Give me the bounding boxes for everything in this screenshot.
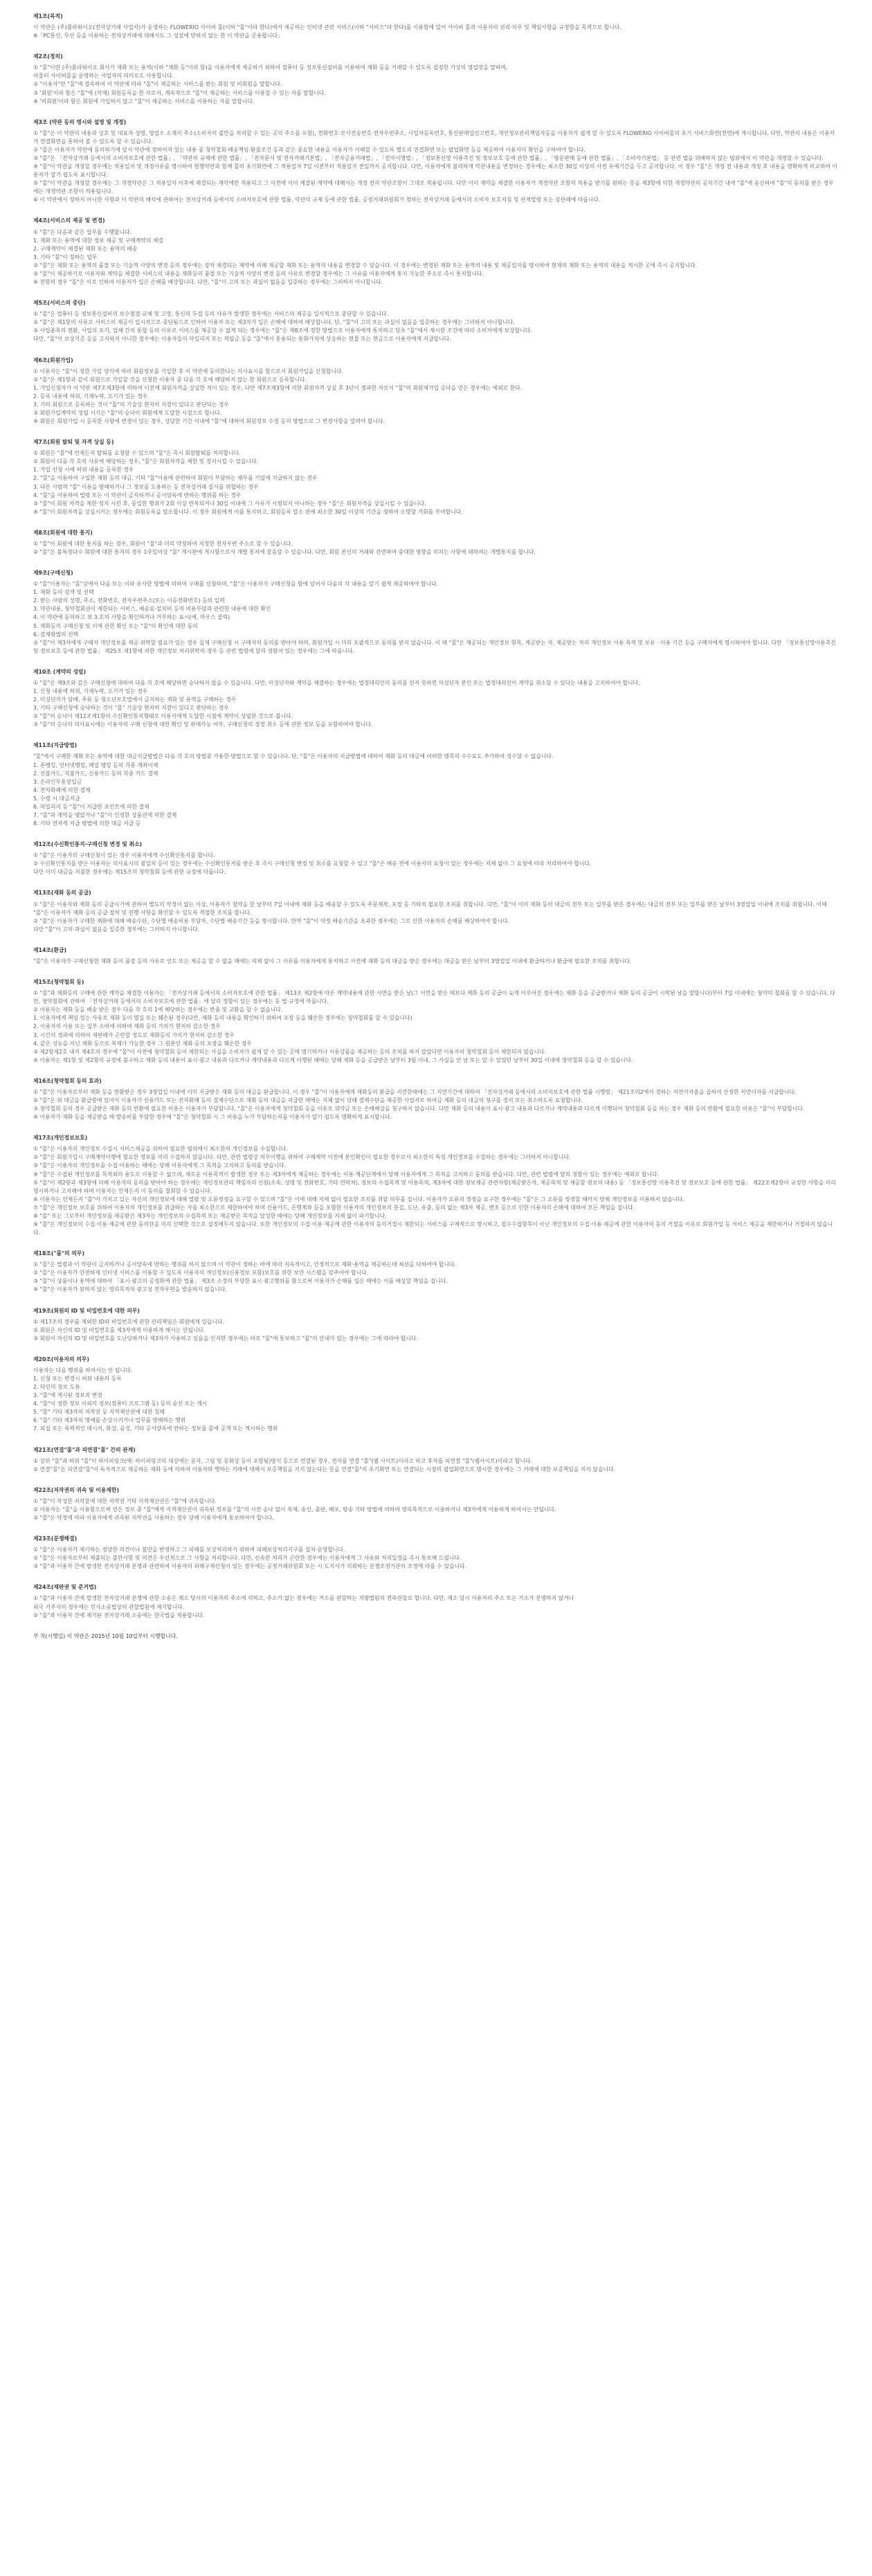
section-line: ⑨ "몰"은 개인정보의 수집·이용·제공에 관한 동의란을 미리 선택한 것으로 설정해두지 않습니다. 또한 개인정보의 수집·이용·제공에 관한 이용자의 동의거절시 제한되는 서비스를 구체적으로 명시하고, 필수수집항목이 아닌 개인정보의 수집·이용·제공에 관한 이용자의 동의 거절을 이유로 회원가입 등 서비스 제공을 제한하거나 거절하지 않습니다. (33, 1221, 833, 1236)
section-line: ② 이용자는 "몰"을 이용함으로써 얻은 정보 중 "몰"에게 지적재산권이 귀속된 정보를 "몰"의 사전 승낙 없이 복제, 송신, 출판, 배포, 방송 기타 방법에 의하여 영리목적으로 이용하거나 제3자에게 이용하게 하여서는 안됩니다. (33, 1506, 556, 1513)
section-line: ② "몰은 이용자가 약관에 동의하기에 앞서 약관에 정하여져 있는 내용 중 청약철회·배송책임·환불조건 등과 같은 중요한 내용을 이용자가 이해할 수 있도록 별도의 연결화면 또는 팝업화면 등을 제공하여 이용자의 확인을 구하여야 합니다. (33, 146, 585, 153)
terms-section (33, 1307, 839, 1343)
section-title: 제5조(서비스의 중단) (33, 300, 86, 307)
section-line: ③ 회원가입계약의 성립 시기는 "몰"의 승낙이 회원에게 도달한 시점으로 합니다. (33, 409, 222, 416)
section-line: ① "몰"은 이용자로부터 재화 등을 반환받은 경우 3영업일 이내에 이미 지급받은 재화 등의 대금을 환급합니다. 이 경우 "몰"이 이용자에게 재화등의 환급을 지연한때에는 그 지연기간에 대하여 「전자상거래 등에서의 소비자보호에 관한 법률 시행령」 제21조의2에서 정하는 지연이자율을 곱하여 산정한 지연이자를 지급합니다. (33, 1088, 797, 1095)
section-line: ② "몰"이 제3자에게 구매자 개인정보를 제공·위탁할 필요가 있는 경우 실제 구매신청 시 구매자의 동의를 받아야 하며, 회원가입 시 미리 포괄적으로 동의를 받지 않습니다. 이 때 "몰"은 제공되는 개인정보 항목, 제공받는 자, 제공받는 자의 개인정보 이용 목적 및 보유 · 이용 기간 등을 구매자에게 명시하여야 합니다. 다만 「정보통신망이용촉진 및 정보보호 등에 관한 법률」 제25조 제1항에 의한 개인정보 처리위탁의 경우 등 관련 법령에 달리 정함이 있는 경우에는 그에 따릅니다. (33, 639, 836, 654)
section-line: 6. 마일리지 등 "몰"이 지급한 포인트에 의한 결제 (33, 803, 149, 810)
section-line: ③ 회원이 자신의 ID 및 비밀번호를 도난당하거나 제3자가 사용하고 있음을 인지한 경우에는 바로 "몰"에 통보하고 "몰"의 안내가 있는 경우에는 그에 따라야 합니다. (33, 1335, 419, 1342)
section-line: ① 상위 "몰"과 하위 "몰"이 하이퍼링크(예: 하이퍼링크의 대상에는 문자, 그림 및 동화상 등이 포함됨)방식 등으로 연결된 경우, 전자를 연결 "몰"(웹 사이트)이라고 하고 후자를 피연결 "몰"(웹사이트)이라고 합니다. (33, 1457, 532, 1464)
section-line: ① "몰"은 이용자와 재화 등의 공급시기에 관하여 별도의 약정이 없는 이상, 이용자가 청약을 한 날부터 7일 이내에 재화 등을 배송할 수 있도록 주문제작, 포장 등 기타의 필요한 조치를 취합니다. 다만, "몰"이 이미 재화 등의 대금의 전부 또는 일부를 받은 경우에는 대금의 전부 또는 일부를 받은 날부터 3영업일 이내에 조치를 취합니다. 이때 "몰"은 이용자가 재화 등의 공급 절차 및 진행 사항을 확인할 수 있도록 적절한 조치를 합니다. (33, 901, 827, 916)
terms-section (33, 1077, 839, 1122)
section-line: 3. "몰"에 게시된 정보의 변경 (33, 1392, 102, 1399)
section-line: 이 약관은 (주)플라워이오(전자상거래 사업자)가 운영하는 FLOWERIO 사이버 몰(이하 "몰"이라 한다)에서 제공하는 인터넷 관련 서비스(이하 "서비스"라 한다)를 이용함에 있어 사이버 몰과 이용자의 권리·의무 및 책임사항을 규정함을 목적으로 합니다. (33, 24, 621, 31)
section-line: 1. 재화 또는 용역에 대한 정보 제공 및 구매계약의 체결 (33, 237, 163, 244)
section-line: 2. 구매계약이 체결된 재화 또는 용역의 배송 (33, 245, 138, 252)
section-line: 4. 같은 성능을 지닌 재화 등으로 복제가 가능한 경우 그 원본인 재화 등의 포장을 훼손한 경우 (33, 1040, 252, 1047)
section-line: 다만, "몰"이 보상기준 등을 고지하지 아니한 경우에는 이용자들의 마일리지 또는 적립금 등을 "몰"에서 통용되는 통화가치에 상응하는 현물 또는 현금으로 이용자에게 지급합니다. (33, 336, 451, 343)
section-line: 아울러 사이버몰을 운영하는 사업자의 의미로도 사용합니다. (33, 73, 174, 80)
terms-section (33, 12, 839, 40)
section-line: 2. 타인의 정보 도용 (33, 1384, 80, 1391)
section-line: 2. "몰"을 이용하여 구입한 재화 등의 대금, 기타 "몰"이용에 관련하여 회원이 부담하는 채무를 기일에 지급하지 않는 경우 (33, 475, 318, 482)
section-title: 제7조(회원 탈퇴 및 자격 상실 등) (33, 439, 114, 446)
section-title: 제20조(이용자의 의무) (33, 1355, 89, 1362)
terms-section (33, 1446, 839, 1474)
section-line: ③ "몰"과 이용자 간에 발생한 전자상거래 분쟁과 관련하여 이용자의 피해구제신청이 있는 경우에는 공정거래위원회 또는 시·도지사가 의뢰하는 분쟁조정기관의 조정에 따를 수 있습니다. (33, 1563, 467, 1570)
section-line: ④ 이용자는 제1항 및 제2항의 규정에 불구하고 재화 등의 내용이 표시·광고 내용과 다르거나 계약내용과 다르게 이행된 때에는 당해 재화 등을 공급받은 날부터 3월 이내, 그 사실을 안 날 또는 알 수 있었던 날부터 30일 이내에 청약철회 등을 할 수 있습니다. (33, 1056, 633, 1063)
section-line: ③ "몰"이 제공하기로 이용자와 계약을 체결한 서비스의 내용을 재화등의 품절 또는 기술적 사양의 변경 등의 사유로 변경할 경우에는 그 사유를 이용자에게 통지 가능한 주소로 즉시 통지합니다. (33, 270, 484, 277)
terms-section (33, 217, 839, 287)
section-line: 이용자는 다음 행위를 하여서는 안 됩니다. (33, 1367, 132, 1373)
section-title: 제9조(구매신청) (33, 570, 73, 577)
section-line: ③ 제2항제2호 내지 제4호의 경우에 "몰"이 사전에 청약철회 등이 제한되는 사실을 소비자가 쉽게 알 수 있는 곳에 명기하거나 시용상품을 제공하는 등의 조치를 하지 않았다면 이용자의 청약철회 등이 제한되지 않습니다. (33, 1048, 547, 1055)
section-line: ⑤ "몰"이 제2항과 제3항에 의해 이용자의 동의를 받아야 하는 경우에는 개인정보관리 책임자의 신원(소속, 성명 및 전화번호, 기타 연락처), 정보의 수집목적 및 이용목적, 제3자에 대한 정보제공 관련사항(제공받은자, 제공목적 및 제공할 정보의 내용) 등 「정보통신망 이용촉진 및 정보보호 등에 관한 법률」 제22조제2항이 규정한 사항을 미리 명시하거나 고지해야 하며 이용자는 언제든지 이 동의를 철회할 수 있습니다. (33, 1179, 836, 1194)
section-line: 3. 온라인무통장입금 (33, 778, 82, 785)
section-line: 1. 신청 내용에 허위, 기재누락, 오기가 있는 경우 (33, 688, 148, 694)
section-title: 제22조(저작권의 귀속 및 이용제한) (33, 1486, 120, 1493)
section-line: 6. "몰" 기타 제3자의 명예를 손상시키거나 업무를 방해하는 행위 (33, 1417, 186, 1424)
section-line: ② 이용자는 재화 등을 배송 받은 경우 다음 각 호의 1에 해당하는 경우에는 반품 및 교환을 할 수 없습니다. (33, 1007, 283, 1014)
section-line: ② "몰"은 제1항과 같이 회원으로 가입할 것을 신청한 이용자 중 다음 각 호에 해당하지 않는 한 회원으로 등록합니다. (33, 376, 307, 383)
section-line: ④ "몰"은 이용자가 원하지 않는 영리목적의 광고성 전자우편을 발송하지 않습니다. (33, 1286, 227, 1293)
section-line: 4. "몰"을 이용하여 법령 또는 이 약관이 금지하거나 공서양속에 반하는 행위를 하는 경우 (33, 492, 242, 498)
section-line: ② "이용자"란 "몰"에 접속하여 이 약관에 따라 "몰"이 제공하는 서비스를 받는 회원 및 비회원을 말합니다. (33, 81, 282, 88)
terms-section (33, 889, 839, 933)
section-line: ① "몰"은 이용자가 제기하는 정당한 의견이나 불만을 반영하고 그 피해를 보상처리하기 위하여 피해보상처리기구를 설치·운영합니다. (33, 1547, 345, 1553)
section-line: ① "몰"이 회원에 대한 통지를 하는 경우, 회원이 "몰"과 미리 약정하여 지정한 전자우편 주소로 할 수 있습니다. (33, 540, 293, 547)
section-title: 제24조(재판권 및 준거법) (33, 1584, 97, 1591)
section-line: ① "몰"은 이용자의 구매신청이 있는 경우 이용자에게 수신확인통지를 합니다. (33, 852, 215, 859)
section-line: 2. 이용자의 사용 또는 일부 소비에 의하여 재화 등의 가치가 현저히 감소한 경우 (33, 1023, 221, 1030)
section-line: 5. 재화등의 구매신청 및 이에 관한 확인 또는 "몰"의 확인에 대한 동의 (33, 622, 198, 629)
section-line: ② "몰"은 위 대금을 환급함에 있어서 이용자가 신용카드 또는 전자화폐 등의 결제수단으로 재화 등의 대금을 지급한 때에는 지체 없이 당해 결제수단을 제공한 사업자로 하여금 재화 등의 대금의 청구를 정지 또는 취소하도록 요청합니다. (33, 1097, 583, 1104)
section-line: ① "몰"과 재화등의 구매에 관한 계약을 체결한 이용자는 「전자상거래 등에서의 소비자보호에 관한 법률」 제13조 제2항에 따른 계약내용에 관한 서면을 받은 날(그 서면을 받은 때보다 재화 등의 공급이 늦게 이루어진 경우에는 재화 등을 공급받거나 재화 등의 공급이 시작된 날을 말합니다)부터 7일 이내에는 청약의 철회를 할 수 있습니다. 다만, 청약철회에 관하여 「전자상거래 등에서의 소비자보호에 관한 법률」에 달리 정함이 있는 경우에는 동 법 규정에 따릅니다. (33, 990, 835, 1005)
section-title: 제14조(환급) (33, 946, 67, 953)
section-title: 제19조(회원의 ID 및 비밀번호에 대한 의무) (33, 1307, 140, 1314)
section-title: 제16조(청약철회 등의 효과) (33, 1077, 102, 1084)
terms-section (33, 53, 839, 105)
section-line: ② "몰"은 회원가입시 구매계약이행에 필요한 정보를 미리 수집하지 않습니다. 다만, 관련 법령상 의무이행을 위하여 구매계약 이전에 본인확인이 필요한 경우로서 최소한의 특정 개인정보를 수집하는 경우에는 그러하지 아니합니다. (33, 1154, 571, 1161)
terms-section (33, 118, 839, 205)
section-line: 1. 재화 등의 검색 및 선택 (33, 589, 94, 596)
section-line: 6. 결제방법의 선택 (33, 631, 79, 638)
terms-section (33, 1355, 839, 1434)
section-line: 5. "몰" 기타 제3자의 저작권 등 지적재산권에 대한 침해 (33, 1409, 165, 1416)
terms-footer: 부 칙(시행일) 이 약관은 2015년 10월 10일부터 시행합니다. (33, 1632, 178, 1639)
section-line: 2. 받는 사람의 성명, 주소, 전화번호, 전자우편주소(또는 이동전화번호) 등의 입력 (33, 597, 225, 604)
section-line: 3. 다른 사람의 "몰" 이용을 방해하거나 그 정보를 도용하는 등 전자상거래 질서를 위협하는 경우 (33, 483, 259, 490)
section-title: 제4조(서비스의 제공 및 변경) (33, 217, 105, 224)
terms-section (33, 1535, 839, 1571)
section-title: 제10조 (계약의 성립) (33, 668, 87, 675)
section-line: ① "몰"은 법령과 이 약관이 금지하거나 공서양속에 반하는 행위를 하지 않으며 이 약관이 정하는 바에 따라 지속적이고, 안정적으로 재화·용역을 제공하는데 최선을 다하여야 합니다. (33, 1261, 456, 1268)
section-line: ① "몰"은 다음과 같은 업무를 수행합니다. (33, 228, 132, 235)
section-line: 2. 미성년자가 담배, 주류 등 청소년보호법에서 금지하는 재화 및 용역을 구매하는 경우 (33, 696, 237, 703)
section-line: 3. 시간의 경과에 의하여 재판매가 곤란할 정도로 재화등의 가치가 현저히 감소한 경우 (33, 1032, 235, 1038)
section-title: 제11조(지급방법) (33, 742, 78, 749)
section-line: ① "몰"이 작성한 저작물에 대한 저작권 기타 지적재산권은 "몰"에 귀속합니다. (33, 1497, 217, 1504)
section-title: 제6조(회원가입) (33, 357, 73, 363)
section-line: ④ 전항의 경우 "몰"은 이로 인하여 이용자가 입은 손해를 배상합니다. 다만, "몰"이 고의 또는 과실이 없음을 입증하는 경우에는 그러하지 아니합니다. (33, 279, 383, 286)
section-line: ④ 회원은 회원가입 시 등록한 사항에 변경이 있는 경우, 상당한 기간 이내에 "몰"에 대하여 회원정보 수정 등의 방법으로 그 변경사항을 알려야 합니다. (33, 418, 385, 425)
terms-section (33, 1250, 839, 1294)
section-line: ④ "몰"이 약관을 개정할 경우에는 적용일자 및 개정사유를 명시하여 현행약관과 함께 몰의 초기화면에 그 적용일자 7일 이전부터 적용일자 전일까지 공지합니다. 다만, 이용자에게 불리하게 약관내용을 변경하는 경우에는 최소한 30일 이상의 사전 유예기간을 두고 공지합니다. 이 경우 "몰"은 개정 전 내용과 개정 후 내용을 명확하게 비교하여 이용자가 알기 쉽도록 표시합니다. (33, 163, 837, 179)
section-line: 7. "몰"과 계약을 맺었거나 "몰"이 인정한 상품권에 의한 결제 (33, 812, 177, 819)
section-line: ② "몰"은 이용자로부터 제출되는 불만사항 및 의견은 우선적으로 그 사항을 처리합니다. 다만, 신속한 처리가 곤란한 경우에는 이용자에게 그 사유와 처리일정을 즉시 통보해 드립니다. (33, 1555, 462, 1562)
terms-section (33, 357, 839, 426)
section-line: ③ "몰"의 승낙의 의사표시에는 이용자의 구매 신청에 대한 확인 및 판매가능 여부, 구매신청의 정정 취소 등에 관한 정보 등을 포함하여야 합니다. (33, 721, 373, 728)
section-line: ※「PC통신, 무선 등을 이용하는 전자상거래에 대해서도 그 성질에 반하지 않는 한 이 약관을 준용합니다」 (33, 33, 283, 39)
section-line: "몰"은 이용자가 구매신청한 재화 등이 품절 등의 사유로 인도 또는 제공을 할 수 없을 때에는 지체 없이 그 사유를 이용자에게 통지하고 사전에 재화 등의 대금을 받은 경우에는 대금을 받은 날부터 3영업일 이내에 환급하거나 환급에 필요한 조치를 취합니다. (33, 957, 632, 964)
terms-section (33, 1583, 839, 1619)
terms-section (33, 840, 839, 876)
section-line: 1. 이용자에게 책임 있는 사유로 재화 등이 멸실 또는 훼손된 경우(다만, 재화 등의 내용을 확인하기 위하여 포장 등을 훼손한 경우에는 청약철회를 할 수 있습니다) (33, 1015, 412, 1022)
section-line: ③ '회원'이라 함은 "몰"에 (삭제) 회원등록을 한 자로서, 계속적으로 "몰"이 제공하는 서비스를 이용할 수 있는 자를 말합니다. (33, 89, 326, 96)
section-line: 다만 "몰"이 고의·과실이 없음을 입증한 경우에는 그러하지 아니합니다. (33, 926, 200, 933)
section-line: ⑥ 이 약관에서 정하지 아니한 사항과 이 약관의 해석에 관하여는 전자상거래 등에서의 소비자보호에 관한 법률, 약관의 규제 등에 관한 법률, 공정거래위원회가 정하는 전자상거래 등에서의 소비자 보호지침 및 관계법령 또는 상관례에 따릅니다. (33, 197, 601, 204)
section-line: ③ "몰"이 회원 자격을 제한·정지 시킨 후, 동일한 행위가 2회 이상 반복되거나 30일 이내에 그 사유가 시정되지 아니하는 경우 "몰"은 회원자격을 상실시킬 수 있습니다. (33, 500, 426, 507)
terms-section (33, 978, 839, 1065)
section-title: 제13조(재화 등의 공급) (33, 890, 91, 897)
section-line: "몰"에서 구매한 재화 또는 용역에 대한 대금지급방법은 다음 각 호의 방법중 가용한 방법으로 할 수 있습니다. 단, "몰"은 이용자의 지급방법에 대하여 재화 등의 대금에 어떠한 명목의 수수료도 추가하여 징수할 수 없습니다. (33, 753, 554, 760)
section-line: ② "몰"은 제1항의 사유로 서비스의 제공이 일시적으로 중단됨으로 인하여 이용자 또는 제3자가 입은 손해에 대하여 배상합니다. 단, "몰"이 고의 또는 과실이 없음을 입증하는 경우에는 그러하지 아니합니다. (33, 319, 515, 326)
section-title: 제21조(연결"몰"과 피연결"몰" 간의 관계) (33, 1446, 136, 1453)
section-line: ④ "몰"은 수집된 개인정보를 목적외의 용도로 이용할 수 없으며, 새로운 이용목적이 발생한 경우 또는 제3자에게 제공하는 경우에는 이용·제공단계에서 당해 이용자에게 그 목적을 고지하고 동의를 받습니다. 다만, 관련 법령에 달리 정함이 있는 경우에는 예외로 합니다. (33, 1171, 660, 1178)
section-line: ④ 이용자가 재화 등을 제공받을 때 발송비를 부담한 경우에 "몰"은 청약철회 시 그 비용을 누가 부담하는지를 이용자가 알기 쉽도록 명확하게 표시합니다. (33, 1114, 392, 1121)
section-line: 7. 외설 또는 폭력적인 메시지, 화상, 음성, 기타 공서양속에 반하는 정보를 몰에 공개 또는 게시하는 행위 (33, 1425, 278, 1432)
terms-section (33, 668, 839, 730)
section-title: 제2조(정의) (33, 53, 63, 60)
section-title: 제3조 (약관 등의 명시와 설명 및 개정) (33, 118, 127, 125)
section-title: 제17조(개인정보보호) (33, 1135, 88, 1142)
section-line: 3. 기타 구매신청에 승낙하는 것이 "몰" 기술상 현저히 지장이 있다고 판단하는 경우 (33, 705, 229, 712)
section-title: 제12조(수신확인통지·구매신청 변경 및 취소) (33, 841, 143, 848)
section-line: ③ "몰"은 이용자의 개인정보를 수집·이용하는 때에는 당해 이용자에게 그 목적을 고지하고 동의를 받습니다. (33, 1162, 287, 1169)
section-line: ④ '비회원'이라 함은 회원에 가입하지 않고 "몰"이 제공하는 서비스를 이용하는 자를 말합니다. (33, 98, 255, 105)
section-title: 제1조(목적) (33, 13, 63, 19)
section-line: ① "몰"이용자는 "몰"상에서 다음 또는 이와 유사한 방법에 의하여 구매를 신청하며, "몰"은 이용자가 구매신청을 함에 있어서 다음의 각 내용을 알기 쉽게 제공하여야 합니다. (33, 581, 439, 588)
section-title: 제8조(회원에 대한 통지) (33, 529, 93, 536)
section-line: 외국 거주자의 경우에는 민사소송법상의 관할법원에 제기합니다. (33, 1603, 185, 1610)
section-line: ① "몰"은 컴퓨터 등 정보통신설비의 보수점검·교체 및 고장, 통신의 두절 등의 사유가 발생한 경우에는 서비스의 제공을 일시적으로 중단할 수 있습니다. (33, 311, 389, 318)
terms-section (33, 299, 839, 343)
terms-section (33, 1486, 839, 1522)
section-title: 제18조("몰"의 의무) (33, 1250, 85, 1257)
section-line: 2. 선불카드, 직불카드, 신용카드 등의 각종 카드 결제 (33, 770, 158, 777)
section-line: ② "몰"과 이용자 간에 제기된 전자상거래 소송에는 한국법을 적용합니다. (33, 1612, 205, 1619)
section-line: ③ 사업종목의 전환, 사업의 포기, 업체 간의 통합 등의 이유로 서비스를 제공할 수 없게 되는 경우에는 "몰"은 제8조에 정한 방법으로 이용자에게 통지하고 당초 "몰"에서 제시한 조건에 따라 소비자에게 보상합니다. (33, 327, 532, 334)
section-line: 8. 기타 전자적 지급 방법에 의한 대금 지급 등 (33, 820, 141, 827)
section-line: ② 회원이 다음 각 호의 사유에 해당하는 경우, "몰"은 회원자격을 제한 및 정지시킬 수 있습니다. (33, 458, 258, 465)
section-line: ⑧ "몰" 또는 그로부터 개인정보를 제공받은 제3자는 개인정보의 수집목적 또는 제공받은 목적을 달성한 때에는 당해 개인정보를 지체 없이 파기합니다. (33, 1212, 387, 1219)
section-line: ③ 청약철회 등의 경우 공급받은 재화 등의 반환에 필요한 비용은 이용자가 부담합니다. "몰"은 이용자에게 청약철회 등을 이유로 위약금 또는 손해배상을 청구하지 않습니다. 다만 재화 등의 내용이 표시·광고 내용과 다르거나 계약내용과 다르게 이행되어 청약철회 등을 하는 경우 재화 등의 반환에 필요한 비용은 "몰"이 부담합니다. (33, 1106, 805, 1113)
section-line: 4. 이 약관에 동의하고 위 3.호의 사항을 확인하거나 거부하는 표시(예, 마우스 클릭) (33, 614, 230, 621)
terms-section (33, 1134, 839, 1237)
terms-section (33, 529, 839, 557)
section-line: ④ "몰"이 회원자격을 상실시키는 경우에는 회원등록을 말소합니다. 이 경우 회원에게 이를 통지하고, 회원등록 말소 전에 최소한 30일 이상의 기간을 정하여 소명할 기회를 부여합니다. (33, 508, 463, 515)
section-line: 3. 기타 회원으로 등록하는 것이 "몰"의 기술상 현저히 지장이 있다고 판단되는 경우 (33, 401, 229, 408)
section-line: ③ "몰"은 약정에 따라 이용자에게 귀속된 저작권을 사용하는 경우 당해 이용자에게 통보하여야 합니다. (33, 1515, 274, 1522)
section-line: ① "몰"은 이 약관의 내용과 상호 및 대표자 성명, 영업소 소재지 주소(소비자의 불만을 처리할 수 있는 곳의 주소를 포함), 전화번호·모사전송번호·전자우편주소, 사업자등록번호, 통신판매업신고번호, 개인정보관리책임자등을 이용자가 쉽게 알 수 있도록 FLOWERIO 사이버몰의 초기 서비스화면(전면)에 게시합니다. 다만, 약관의 내용은 이용자가 연결화면을 통하여 볼 수 있도록 할 수 있습니다. (33, 129, 835, 145)
section-line: ① 이용자는 "몰"이 정한 가입 양식에 따라 회원정보를 기입한 후 이 약관에 동의한다는 의사표시를 함으로서 회원가입을 신청합니다. (33, 368, 343, 375)
section-line: ① "몰"과 이용자 간에 발생한 전자상거래 분쟁에 관한 소송은 제소 당시의 이용자의 주소에 의하고, 주소가 없는 경우에는 거소를 관할하는 지방법원의 전속관할로 합니다. 다만, 제소 당시 이용자의 주소 또는 거소가 분명하지 않거나 (33, 1595, 574, 1602)
section-line: ② "몰"은 불특정다수 회원에 대한 통지의 경우 1주일이상 "몰" 게시판에 게시함으로서 개별 통지에 갈음할 수 있습니다. 다만, 회원 본인의 거래와 관련하여 중대한 영향을 미치는 사항에 대하여는 개별통지를 합니다. (33, 548, 536, 555)
section-line: ② 수신확인통지를 받은 이용자는 의사표시의 불일치 등이 있는 경우에는 수신확인통지를 받은 후 즉시 구매신청 변경 및 취소를 요청할 수 있고 "몰"은 배송 전에 이용자의 요청이 있는 경우에는 지체 없이 그 요청에 따라 처리하여야 합니다. (33, 861, 592, 867)
section-line: 4. "몰"이 정한 정보 이외의 정보(컴퓨터 프로그램 등) 등의 송신 또는 게시 (33, 1400, 208, 1407)
section-line: ② 회원은 자신의 ID 및 비밀번호를 제3자에게 이용하게 해서는 안됩니다. (33, 1326, 206, 1333)
section-line: 1. 폰뱅킹, 인터넷뱅킹, 메일 뱅킹 등의 각종 계좌이체 (33, 762, 158, 768)
section-line: ⑥ 이용자는 언제든지 "몰"이 가지고 있는 자신의 개인정보에 대해 열람 및 오류정정을 요구할 수 있으며 "몰"은 이에 대해 지체 없이 필요한 조치를 취할 의무를 집니다. 이용자가 오류의 정정을 요구한 경우에는 "몰"은 그 오류를 정정할 때까지 당해 개인정보를 이용하지 않습니다. (33, 1196, 685, 1203)
section-line: ① "몰"이란 (주)플라워이오 회사가 재화 또는 용역(이하 "재화 등"이라 함)을 이용자에게 제공하기 위하여 컴퓨터 등 정보통신설비를 이용하여 재화 등을 거래할 수 있도록 설정한 가상의 영업장을 말하며, (33, 64, 508, 71)
section-line: 3. 약관내용, 청약철회권이 제한되는 서비스, 배송료·설치비 등의 비용부담과 관련한 내용에 대한 확인 (33, 606, 271, 613)
terms-section (33, 946, 839, 966)
section-line: 2. 등록 내용에 허위, 기재누락, 오기가 있는 경우 (33, 393, 148, 399)
section-line: ② "몰"은 이용자가 구매한 재화에 대해 배송수단, 수단별 배송비용 부담자, 수단별 배송기간 등을 명시합니다. 만약 "몰"이 약정 배송기간을 초과한 경우에는 그로 인한 이용자의 손해를 배상하여야 합니다. (33, 917, 510, 924)
section-line: 1. 신청 또는 변경시 허위 내용의 등록 (33, 1376, 122, 1382)
section-line: ① "몰"은 제9조와 같은 구매신청에 대하여 다음 각 호에 해당하면 승낙하지 않을 수 있습니다. 다만, 미성년자와 계약을 체결하는 경우에는 법정대리인의 동의를 얻지 못하면 미성년자 본인 또는 법정대리인이 계약을 취소할 수 있다는 내용을 고지하여야 합니다. (33, 679, 640, 686)
terms-section (33, 569, 839, 656)
section-line: ⑦ "몰"은 개인정보 보호를 위하여 이용자의 개인정보를 취급하는 자를 최소한으로 제한하여야 하며 신용카드, 은행계좌 등을 포함한 이용자의 개인정보의 분실, 도난, 유출, 동의 없는 제3자 제공, 변조 등으로 인한 이용자의 손해에 대하여 모든 책임을 집니다. (33, 1204, 635, 1211)
section-line: 3. 기타 "몰"이 정하는 업무 (33, 253, 98, 260)
section-line: ① 제17조의 경우를 제외한 ID와 비밀번호에 관한 관리책임은 회원에게 있습니다. (33, 1318, 224, 1325)
section-line: ① 회원은 "몰"에 언제든지 탈퇴를 요청할 수 있으며 "몰"은 즉시 회원탈퇴를 처리합니다. (33, 450, 241, 457)
terms-section (33, 438, 839, 516)
section-line: 1. 가입 신청 시에 허위 내용을 등록한 경우 (33, 467, 134, 474)
terms-section (33, 741, 839, 828)
section-line: ⑤ "몰"이 약관을 개정할 경우에는 그 개정약관은 그 적용일자 이후에 체결되는 계약에만 적용되고 그 이전에 이미 체결된 계약에 대해서는 개정 전의 약관조항이 그대로 적용됩니다. 다만 이미 계약을 체결한 이용자가 개정약관 조항의 적용을 받기를 원하는 뜻을 제3항에 의한 개정약관의 공지기간 내에 "몰"에 송신하여 "몰"의 동의를 받은 경우에는 개정약관 조항이 적용됩니다. (33, 180, 834, 195)
section-line: ② "몰"의 승낙이 제12조제1항의 수신확인통지형태로 이용자에게 도달한 시점에 계약이 성립한 것으로 봅니다. (33, 713, 293, 720)
section-line: ② "몰"은 이용자가 안전하게 인터넷 서비스를 이용할 수 있도록 이용자의 개인정보(신용정보 포함)보호를 위한 보안 시스템을 갖추어야 합니다. (33, 1270, 369, 1277)
section-line: ③ "몰"은 「전자상거래 등에서의 소비자보호에 관한 법률」, 「약관의 규제에 관한 법률」, 「전자문서 및 전자거래기본법」, 「전자금융거래법」, 「전자서명법」, 「정보통신망 이용촉진 및 정보보호 등에 관한 법률」, 「방문판매 등에 관한 법률」, 「소비자기본법」 등 관련 법을 위배하지 않는 범위에서 이 약관을 개정할 수 있습니다. (33, 155, 824, 162)
section-line: ② 연결"몰"은 피연결"몰"이 독자적으로 제공하는 재화 등에 의하여 이용자와 행하는 거래에 대해서 보증책임을 지지 않는다는 뜻을 연결"몰"의 초기화면 또는 연결되는 시점의 팝업화면으로 명시한 경우에는 그 거래에 대한 보증책임을 지지 않습니다. (33, 1466, 615, 1472)
section-title: 제15조(청약철회 등) (33, 979, 84, 986)
section-line: 5. 수령 시 대금지급 (33, 795, 80, 802)
terms-sections (33, 12, 839, 1620)
section-line: 4. 전자화폐에 의한 결제 (33, 786, 91, 793)
section-line: 다만 이미 대금을 지불한 경우에는 제15조의 청약철회 등에 관한 규정에 따릅니다. (33, 869, 226, 876)
section-line: ③ "몰"이 상품이나 용역에 대하여 「표시·광고의 공정화에 관한 법률」 제3조 소정의 부당한 표시·광고행위를 함으로써 이용자가 손해를 입은 때에는 이를 배상할 책임을 집니다. (33, 1278, 448, 1285)
section-line: 1. 가입신청자가 이 약관 제7조제3항에 의하여 이전에 회원자격을 상실한 적이 있는 경우, 다만 제7조제3항에 의한 회원자격 상실 후 3년이 경과한 자로서 "몰"의 회원재가입 승낙을 얻은 경우에는 예외로 한다. (33, 384, 523, 391)
section-title: 제23조(분쟁해결) (33, 1535, 78, 1542)
section-line: ① "몰"은 이용자의 개인정보 수집시 서비스제공을 위하여 필요한 범위에서 최소한의 개인정보를 수집합니다. (33, 1146, 288, 1153)
section-line: ② "몰"은 재화 또는 용역의 품절 또는 기술적 사양의 변경 등의 경우에는 장차 체결되는 계약에 의해 제공할 재화 또는 용역의 내용을 변경할 수 있습니다. 이 경우에는 변경된 재화 또는 용역의 내용 및 제공일자를 명시하여 현재의 재화 또는 용역의 내용을 게시한 곳에 즉시 공지합니다. (33, 262, 698, 269)
